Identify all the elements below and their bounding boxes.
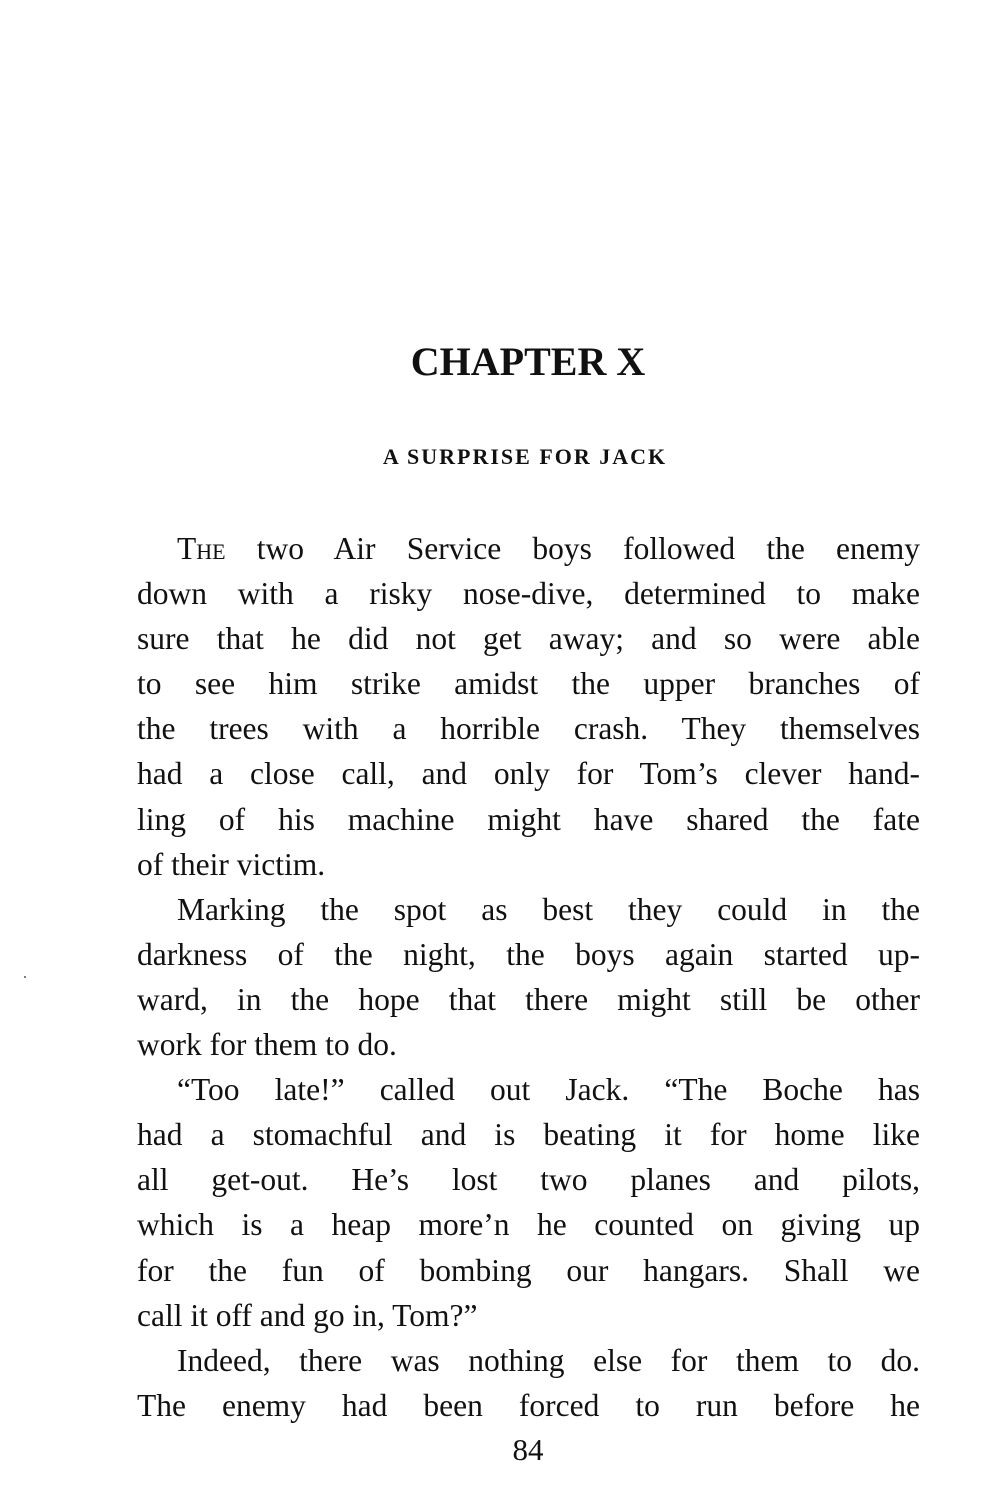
text-line: to see him strike amidst the upper branches of bbox=[137, 666, 920, 702]
text-line: call it off and go in, Tom?” bbox=[137, 1297, 478, 1333]
text-line: Marking the spot as best they could in the bbox=[177, 891, 920, 927]
text-line: which is a heap more’n he counted on giving up bbox=[137, 1207, 920, 1243]
text-line: sure that he did not get away; and so were able bbox=[137, 621, 920, 657]
text-line: “Too late!” called out Jack. “The Boche has bbox=[177, 1072, 920, 1108]
text-line: down with a risky nose-dive, determined to make bbox=[137, 576, 920, 612]
text-line: had a close call, and only for Tom’s clever hand- bbox=[137, 756, 920, 792]
text-line: all get-out. He’s lost two planes and pilots, bbox=[137, 1162, 920, 1198]
chapter-subtitle: A SURPRISE FOR JACK bbox=[382, 444, 668, 469]
text-line: the trees with a horrible crash. They themselves bbox=[137, 711, 920, 747]
text-line: of their victim. bbox=[137, 846, 326, 882]
scan-speck bbox=[24, 976, 26, 978]
text-line: The two Air Service boys followed the enemy bbox=[177, 531, 920, 566]
text-line: had a stomachful and is beating it for home like bbox=[137, 1117, 920, 1153]
chapter-title: CHAPTER X bbox=[410, 339, 646, 384]
text-line: ling of his machine might have shared the fate bbox=[137, 801, 920, 837]
text-line: ward, in the hope that there might still be other bbox=[137, 981, 920, 1017]
page-number: 84 bbox=[512, 1432, 544, 1467]
text-line: The enemy had been forced to run before he bbox=[137, 1387, 920, 1423]
text-line: work for them to do. bbox=[137, 1027, 397, 1063]
body-text bbox=[137, 526, 920, 1428]
text-line: for the fun of bombing our hangars. Shall we bbox=[137, 1252, 920, 1288]
text-line: Indeed, there was nothing else for them to do. bbox=[177, 1342, 920, 1378]
drop-word: The bbox=[177, 531, 226, 566]
text-line: darkness of the night, the boys again started up- bbox=[137, 936, 920, 972]
